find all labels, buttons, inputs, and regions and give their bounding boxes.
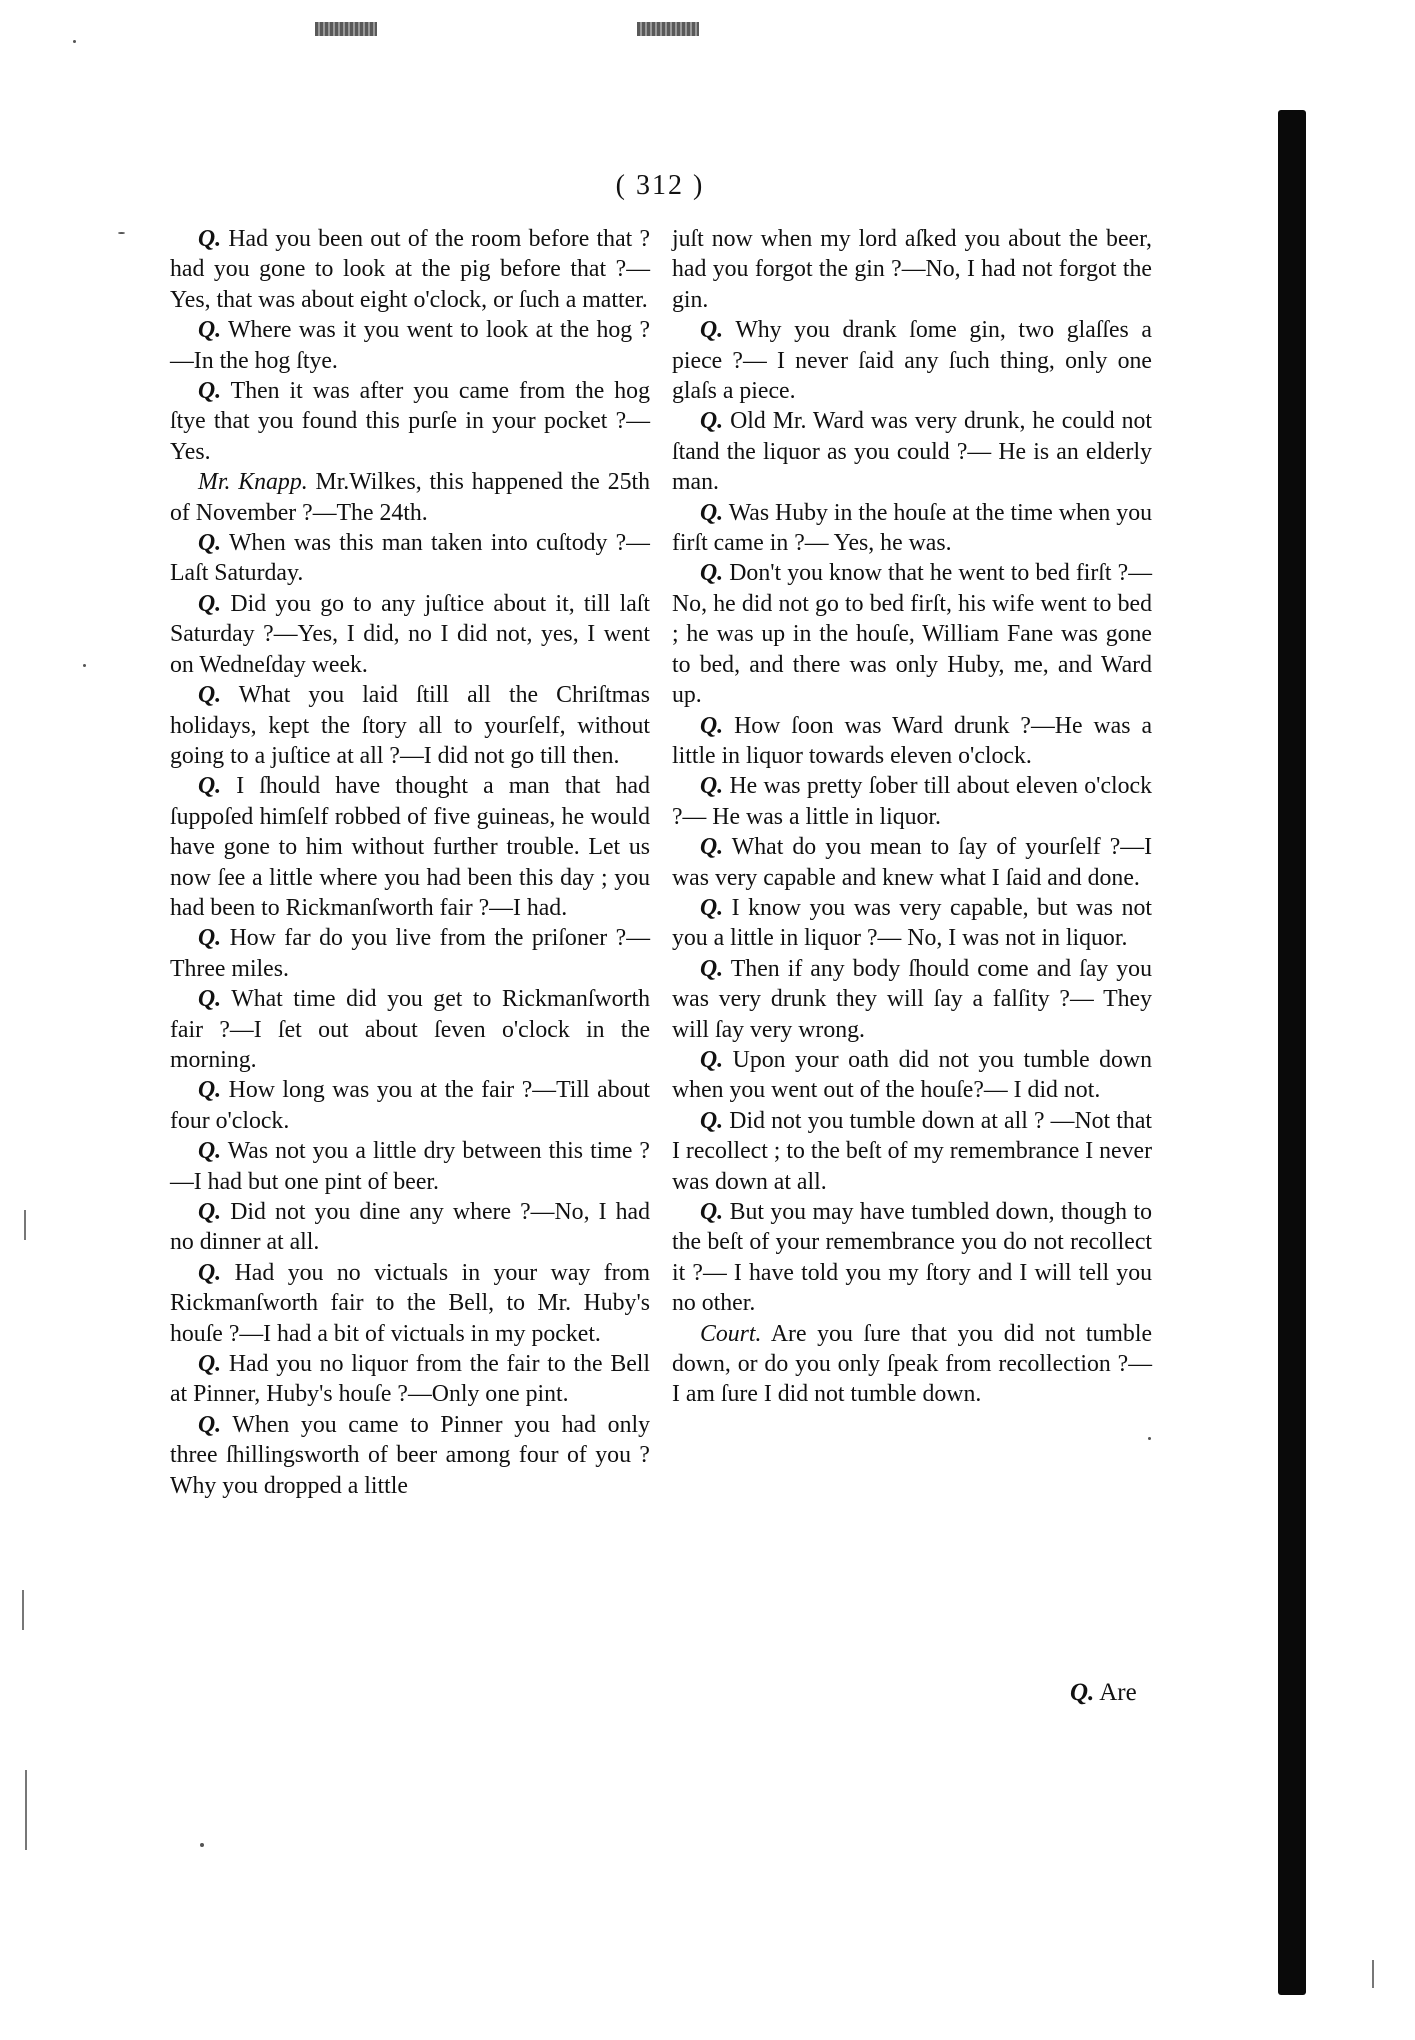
testimony-paragraph xyxy=(170,1136,650,1197)
question-marker: Q. xyxy=(700,894,724,921)
header-ornament-right xyxy=(637,22,699,36)
question-marker: Q. xyxy=(198,986,222,1013)
paragraph-text: How ſoon was Ward drunk ?—He was a little in liquor towards eleven o'clock. xyxy=(672,712,1153,769)
right-column xyxy=(672,224,1152,1410)
question-marker: Q. xyxy=(198,682,222,709)
paragraph-text: Why you drank ſome gin, two glaſſes a piece ?— I never ſaid any ſuch thing, only one glaſs a piece. xyxy=(672,317,1152,405)
question-marker: Q. xyxy=(700,408,724,435)
testimony-paragraph xyxy=(170,589,650,680)
testimony-paragraph xyxy=(672,1319,1152,1410)
speaker-label: Court. xyxy=(700,1320,762,1347)
scan-speck xyxy=(73,40,76,43)
testimony-paragraph xyxy=(170,680,650,771)
paragraph-text: Are you ſure that you did not tumble down, or do you only ſpeak from recollection ?— I am ſure I did not tumble down. xyxy=(672,1320,1153,1408)
testimony-paragraph xyxy=(170,1410,650,1501)
paragraph-text: Did you go to any juſtice about it, till laſt Saturday ?—Yes, I did, no I did not, yes, I went on Wedneſday week. xyxy=(170,590,651,678)
testimony-paragraph xyxy=(672,893,1152,954)
page-number: ( 312 ) xyxy=(615,170,705,201)
testimony-paragraph xyxy=(672,558,1152,710)
header-ornament-left xyxy=(315,22,377,36)
question-marker: Q. xyxy=(700,1199,724,1225)
paragraph-text: When was this man taken into cuſtody ?—Laſt Saturday. xyxy=(170,530,650,587)
paragraph-text: Had you been out of the room before that ? had you gone to look at the pig before that ?—Yes, that was about eight o'clock, or ſuch a matter. xyxy=(170,226,651,313)
testimony-paragraph xyxy=(170,1075,650,1136)
paragraph-text: Upon your oath did not you tumble down when you went out of the houſe?— I did not. xyxy=(672,1046,1153,1104)
testimony-paragraph xyxy=(672,711,1152,772)
left-column xyxy=(170,224,650,1501)
paragraph-text: When you came to Pinner you had only three ſhillingsworth of beer among four of you ? Why you dropped a little xyxy=(170,1411,650,1499)
paragraph-text: What time did you get to Rickmanſworth fair ?—I ſet out about ſeven o'clock in the morning. xyxy=(170,986,650,1073)
testimony-paragraph xyxy=(672,224,1152,315)
question-marker: Q. xyxy=(198,1138,222,1165)
testimony-paragraph xyxy=(672,498,1152,559)
scan-speck xyxy=(83,664,86,667)
margin-mark xyxy=(25,1770,27,1850)
paragraph-text: He was pretty ſober till about eleven o'clock ?— He was a little in liquor. xyxy=(672,773,1152,830)
question-marker: Q. xyxy=(198,1411,222,1438)
paragraph-text: I ſhould have thought a man that had ſuppoſed himſelf robbed of five guineas, he would have gone to him without further trouble. Let us now ſee a little where you had been this day ; you had been to Rickmanſworth fair ?—I had. xyxy=(170,773,650,921)
margin-mark xyxy=(22,1590,24,1630)
margin-mark xyxy=(1372,1960,1374,1988)
paragraph-text: Mr.Wilkes, this happened the 25th of November ?—The 24th. xyxy=(170,469,651,526)
paragraph-text: Did not you dine any where ?—No, I had no dinner at all. xyxy=(170,1199,651,1256)
scan-speck xyxy=(118,232,125,234)
speaker-label: Mr. Knapp. xyxy=(198,469,308,496)
testimony-paragraph xyxy=(170,528,650,589)
paragraph-text: What you laid ſtill all the Chriſtmas holidays, kept the ſtory all to yourſelf, without going to a juſtice at all ?—I did not go till then. xyxy=(170,682,650,769)
testimony-paragraph xyxy=(672,954,1152,1045)
paragraph-text: Was Huby in the houſe at the time when you firſt came in ?— Yes, he was. xyxy=(672,499,1152,557)
testimony-paragraph xyxy=(170,1197,650,1258)
testimony-paragraph xyxy=(672,315,1152,406)
paragraph-text: Did not you tumble down at all ? —Not that I recollect ; to the beſt of my remembrance I never was down at all. xyxy=(672,1107,1152,1195)
paragraph-text: How far do you live from the priſoner ?—Three miles. xyxy=(170,925,651,982)
question-marker: Q. xyxy=(198,1199,222,1225)
catchword-text: Are xyxy=(1099,1679,1137,1706)
testimony-paragraph xyxy=(170,1349,650,1410)
question-marker: Q. xyxy=(700,1107,724,1134)
margin-mark xyxy=(24,1210,26,1240)
catchword-q: Q. xyxy=(1070,1679,1095,1706)
question-marker: Q. xyxy=(700,773,724,800)
paragraph-text: Had you no victuals in your way from Rickmanſworth fair to the Bell, to Mr. Huby's houſe ?—I had a bit of victuals in my pocket. xyxy=(170,1259,650,1347)
question-marker: Q. xyxy=(700,499,724,526)
question-marker: Q. xyxy=(700,317,724,344)
catchword xyxy=(1070,1678,1137,1708)
testimony-paragraph xyxy=(672,406,1152,497)
paragraph-text: Had you no liquor from the fair to the Bell at Pinner, Huby's houſe ?—Only one pint. xyxy=(170,1351,650,1408)
question-marker: Q. xyxy=(198,925,222,952)
testimony-paragraph xyxy=(170,1258,650,1349)
question-marker: Q. xyxy=(700,834,724,861)
testimony-paragraph xyxy=(672,1197,1152,1319)
question-marker: Q. xyxy=(700,560,724,587)
question-marker: Q. xyxy=(198,773,222,800)
testimony-paragraph xyxy=(672,1045,1152,1106)
question-marker: Q. xyxy=(198,317,222,344)
paragraph-text: How long was you at the fair ?—Till about four o'clock. xyxy=(170,1077,651,1134)
paragraph-text: Don't you know that he went to bed firſt ?—No, he did not go to bed firſt, his wife went to bed ; he was up in the houſe, William Fane was gone to bed, and there was only Huby, me, and Ward up. xyxy=(672,560,1152,709)
question-marker: Q. xyxy=(700,955,724,982)
page-gutter-shadow xyxy=(1278,110,1306,1995)
testimony-paragraph xyxy=(170,923,650,984)
testimony-paragraph xyxy=(170,771,650,923)
paragraph-text: Where was it you went to look at the hog ?—In the hog ſtye. xyxy=(170,317,651,374)
question-marker: Q. xyxy=(198,530,222,557)
paragraph-text: juſt now when my lord aſked you about the beer, had you forgot the gin ?—No, I had not forgot the gin. xyxy=(672,226,1152,313)
question-marker: Q. xyxy=(198,1077,222,1104)
testimony-paragraph xyxy=(672,832,1152,893)
testimony-paragraph xyxy=(672,771,1152,832)
question-marker: Q. xyxy=(700,712,724,739)
testimony-paragraph xyxy=(170,467,650,528)
question-marker: Q. xyxy=(198,226,222,252)
question-marker: Q. xyxy=(198,1259,222,1286)
testimony-paragraph xyxy=(170,224,650,315)
paragraph-text: Was not you a little dry between this time ?—I had but one pint of beer. xyxy=(170,1138,650,1195)
testimony-paragraph xyxy=(170,376,650,467)
scan-speck xyxy=(200,1843,204,1847)
question-marker: Q. xyxy=(198,1351,222,1378)
paragraph-text: I know you was very capable, but was not you a little in liquor ?— No, I was not in liquor. xyxy=(672,894,1152,952)
paragraph-text: What do you mean to ſay of yourſelf ?—I was very capable and knew what I ſaid and done. xyxy=(672,834,1152,891)
question-marker: Q. xyxy=(198,590,222,617)
question-marker: Q. xyxy=(700,1046,724,1073)
paragraph-text: Old Mr. Ward was very drunk, he could not ſtand the liquor as you could ?— He is an elderly man. xyxy=(672,408,1152,496)
testimony-paragraph xyxy=(170,315,650,376)
question-marker: Q. xyxy=(198,378,222,405)
scan-speck xyxy=(1148,1437,1151,1440)
paragraph-text: Then if any body ſhould come and ſay you was very drunk they will ſay a falſity ?— They will ſay very wrong. xyxy=(672,955,1152,1043)
testimony-paragraph xyxy=(672,1106,1152,1197)
paragraph-text: Then it was after you came from the hog ſtye that you found this purſe in your pocket ?— Yes. xyxy=(170,378,650,465)
testimony-paragraph xyxy=(170,984,650,1075)
paragraph-text: But you may have tumbled down, though to the beſt of your remembrance you do not recollect it ?— I have told you my ſtory and I will tell you no other. xyxy=(672,1199,1152,1317)
